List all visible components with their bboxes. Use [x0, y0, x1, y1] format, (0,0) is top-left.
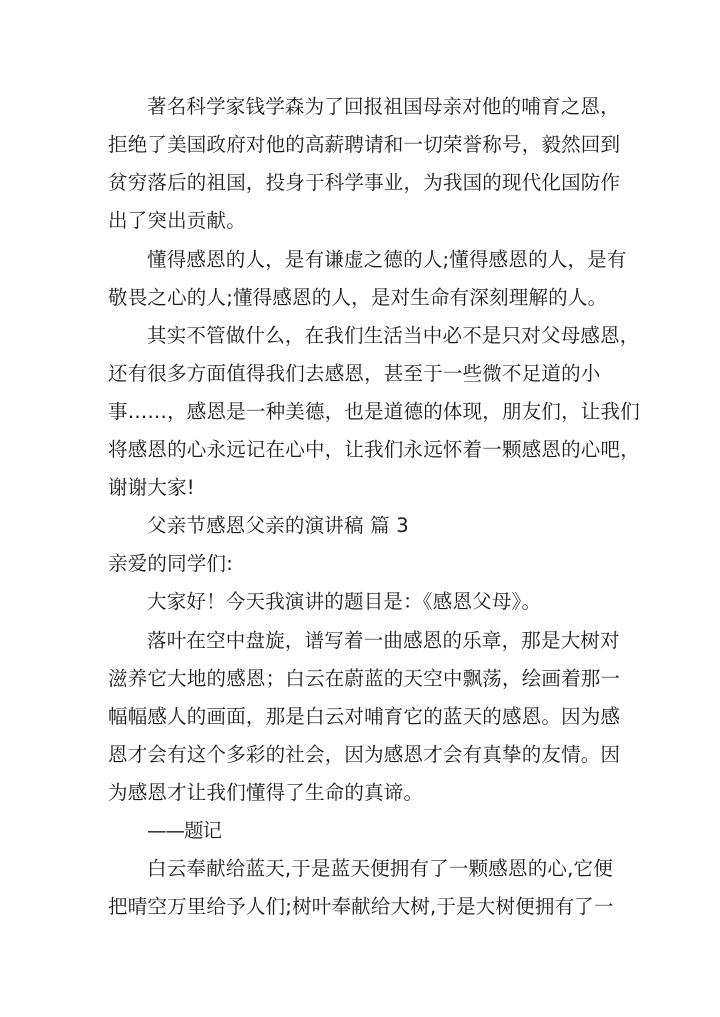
text-line: 敬畏之心的人;懂得感恩的人，是对生命有深刻理解的人。	[108, 286, 608, 309]
text-line: 恩才会有这个多彩的社会，因为感恩才会有真挚的友情。因	[108, 743, 621, 766]
text-line: 其实不管做什么，在我们生活当中必不是只对父母感恩，	[147, 324, 640, 347]
text-line: 还有很多方面值得我们去感恩，甚至于一些微不足道的小	[108, 362, 601, 385]
text-line: 谢谢大家!	[108, 476, 195, 499]
epigraph-attribution: ——题记	[147, 819, 222, 842]
text-line: 大家好！今天我演讲的题目是：《感恩父母》。	[147, 590, 542, 613]
text-line: 拒绝了美国政府对他的高薪聘请和一切荣誉称号，毅然回到	[108, 133, 621, 156]
text-line: 为感恩才让我们懂得了生命的真谛。	[108, 781, 424, 804]
text-line: 幅幅感人的画面，那是白云对哺育它的蓝天的感恩。因为感	[108, 705, 621, 728]
text-line: 滋养它大地的感恩；白云在蔚蓝的天空中飘荡，绘画着那一	[108, 667, 621, 690]
text-line: 贫穷落后的祖国，投身于科学事业，为我国的现代化国防作	[108, 171, 621, 194]
section-heading: 父亲节感恩父亲的演讲稿 篇 3	[147, 514, 409, 537]
text-line: 出了突出贡献。	[108, 209, 246, 232]
text-line: 将感恩的心永远记在心中，让我们永远怀着一颗感恩的心吧，	[108, 438, 640, 461]
text-line: 落叶在空中盘旋，谱写着一曲感恩的乐章，那是大树对	[147, 629, 620, 652]
text-line: 著名科学家钱学森为了回报祖国母亲对他的哺育之恩，	[147, 95, 620, 118]
text-line: 把晴空万里给予人们;树叶奉献给大树,于是大树便拥有了一	[108, 895, 614, 918]
text-line: 事……，感恩是一种美德，也是道德的体现，朋友们，让我们	[108, 400, 640, 423]
text-line: 白云奉献给蓝天,于是蓝天便拥有了一颗感恩的心,它便	[147, 857, 613, 880]
text-line: 懂得感恩的人，是有谦虚之德的人;懂得感恩的人，是有	[147, 248, 627, 271]
salutation: 亲爱的同学们:	[108, 552, 233, 575]
